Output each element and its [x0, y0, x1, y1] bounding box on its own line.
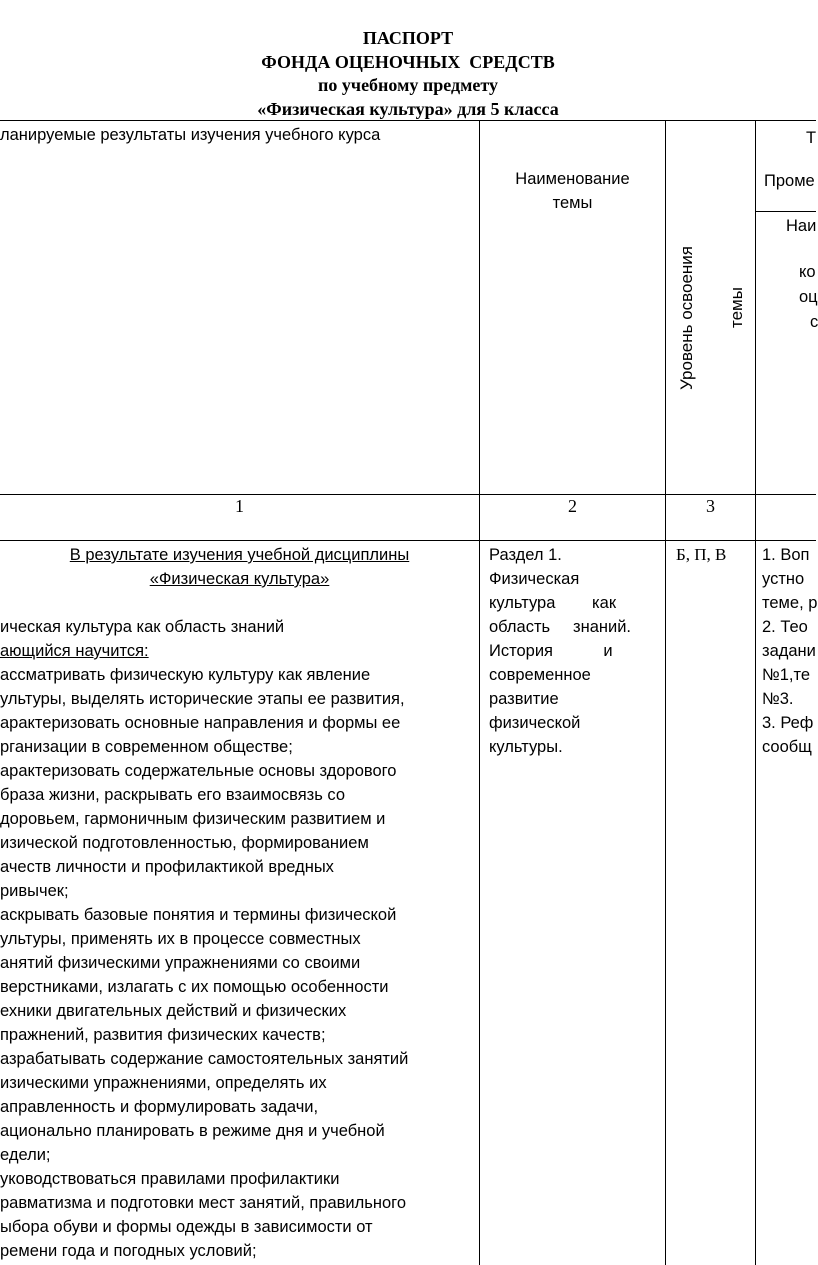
result-line: ремени года и погодных условий;	[0, 1242, 257, 1260]
result-line: пражнений, развития физических качеств;	[0, 1026, 326, 1044]
title-line-2: ФОНДА ОЦЕНОЧНЫХ СРЕДСТВ	[261, 51, 555, 72]
result-line: арактеризовать содержательные основы здорового	[0, 762, 397, 780]
result-line: ультуры, выделять исторические этапы ее развития,	[0, 690, 405, 708]
assessment-line: теме, р	[762, 594, 818, 612]
topic-line: область знаний.	[489, 618, 631, 636]
column-divider-1	[479, 120, 480, 1265]
result-line: уководствоваться правилами профилактики	[0, 1170, 340, 1188]
assessment-line: №3.	[762, 690, 794, 708]
result-line: ассматривать физическую культуру как явление	[0, 666, 371, 684]
result-line: браза жизни, раскрывать его взаимосвязь со	[0, 786, 346, 804]
header-topic-line-2: темы	[552, 194, 593, 212]
header-topic-name	[480, 167, 665, 215]
topic-line: культура как	[489, 594, 617, 612]
title-line-4: «Физическая культура» для 5 класса	[257, 98, 559, 119]
result-line: анятий физическими упражнениями со своими	[0, 954, 361, 972]
result-line: изической подготовленностью, формированием	[0, 834, 369, 852]
intro-line-1: В результате изучения учебной дисциплины	[69, 546, 410, 564]
result-line: ационально планировать в режиме дня и учебной	[0, 1122, 385, 1140]
topic-line: современное	[489, 666, 591, 684]
result-line: ривычек;	[0, 882, 69, 900]
column-number-2: 2	[568, 496, 577, 516]
header-assessment-sub-3: оц	[799, 288, 818, 306]
assessment-line: №1,те	[762, 666, 811, 684]
header-assessment-sub-4: с	[810, 313, 818, 331]
assessment-line: сообщ	[762, 738, 812, 756]
result-line: едели;	[0, 1146, 51, 1164]
result-line: равматизма и подготовки мест занятий, правильного	[0, 1194, 406, 1212]
topic-line: Раздел 1.	[489, 546, 562, 564]
title-line-3: по учебному предмету	[318, 75, 498, 95]
result-line: ыбора обуви и формы одежды в зависимости от	[0, 1218, 373, 1236]
result-line: ехники двигательных действий и физических	[0, 1002, 347, 1020]
header-assessment-top-1: Т	[806, 129, 817, 147]
table-top-border	[0, 120, 816, 121]
topic-line: История и	[489, 642, 613, 660]
intro-line-2: «Физическая культура»	[149, 570, 330, 588]
result-line: азрабатывать содержание самостоятельных занятий	[0, 1050, 409, 1068]
column-divider-2	[665, 120, 666, 1265]
column-number-1: 1	[235, 496, 244, 516]
assessment-line: 3. Реф	[762, 714, 814, 732]
assessment-line: 2. Тео	[762, 618, 808, 636]
result-line: доровьем, гармоничным физическим развитием и	[0, 810, 386, 828]
result-line: ающийся научится:	[0, 642, 149, 660]
result-line: изическими упражнениями, определять их	[0, 1074, 327, 1092]
header-mastery-level-line-2: темы	[727, 287, 746, 328]
assessment-line: 1. Воп	[762, 546, 810, 564]
assessment-line: задани	[762, 642, 816, 660]
result-line: аскрывать базовые понятия и термины физической	[0, 906, 397, 924]
column-number-3: 3	[706, 496, 715, 516]
assessment-line: устно	[762, 570, 805, 588]
result-line: верстниками, излагать с их помощью особенности	[0, 978, 389, 996]
column-divider-3	[755, 120, 756, 1265]
result-line: арактеризовать основные направления и формы ее	[0, 714, 401, 732]
header-mastery-level-line-1: Уровень освоения	[677, 245, 696, 390]
result-line: аправленность и формулировать задачи,	[0, 1098, 319, 1116]
result-line: рганизации в современном обществе;	[0, 738, 293, 756]
topic-line: развитие	[489, 690, 559, 708]
result-line: ическая культура как область знаний	[0, 618, 285, 636]
number-row-bottom-border	[0, 540, 816, 541]
mastery-level-value: Б, П, В	[676, 545, 727, 564]
result-line: ультуры, применять их в процессе совместных	[0, 930, 361, 948]
header-assessment-sub-1: Наи	[786, 217, 817, 235]
title-line-1: ПАСПОРТ	[362, 28, 454, 48]
document-title	[0, 27, 816, 121]
header-assessment-top-2: Проме	[764, 172, 815, 190]
header-planned-results: ланируемые результаты изучения учебного курса	[0, 126, 381, 144]
header-assessment-sub-2: ко	[799, 263, 816, 281]
topic-line: культуры.	[489, 738, 563, 756]
header-bottom-border	[0, 494, 816, 495]
result-line: ачеств личности и профилактикой вредных	[0, 858, 334, 876]
header-subdivider	[755, 211, 816, 212]
header-topic-line-1: Наименование	[515, 170, 630, 188]
topic-line: физической	[489, 714, 581, 732]
topic-line: Физическая	[489, 570, 580, 588]
